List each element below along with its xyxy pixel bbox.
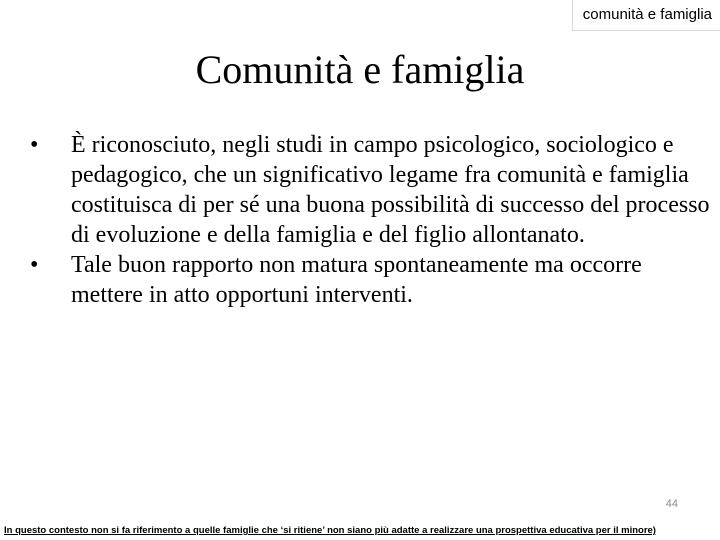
header-section-tag: comunità e famiglia xyxy=(572,0,720,31)
bullet-text: È riconosciuto, negli studi in campo psicologico, sociologico e pedagogico, che un significativo legame fra comunità e famiglia costituisca di per sé una buona possibilità di successo del processo di evoluzione e della famiglia e del figlio allontanato. xyxy=(71,132,710,248)
bullet-marker-icon: • xyxy=(30,252,39,278)
bullet-marker-icon: • xyxy=(30,132,39,158)
bullet-text: Tale buon rapporto non matura spontaneamente ma occorre mettere in atto opportuni interventi. xyxy=(71,252,642,308)
bullet-item-1 xyxy=(30,130,710,250)
page-number: 44 xyxy=(665,498,678,510)
slide-title: Comunità e famiglia xyxy=(195,47,525,92)
bullet-item-2 xyxy=(30,250,710,310)
bullet-list xyxy=(30,130,710,310)
footnote: In questo contesto non si fa riferimento a quelle famiglie che ‘si ritiene’ non siano più adatte a realizzare una prospettiva educativa per il minore) xyxy=(4,525,656,536)
